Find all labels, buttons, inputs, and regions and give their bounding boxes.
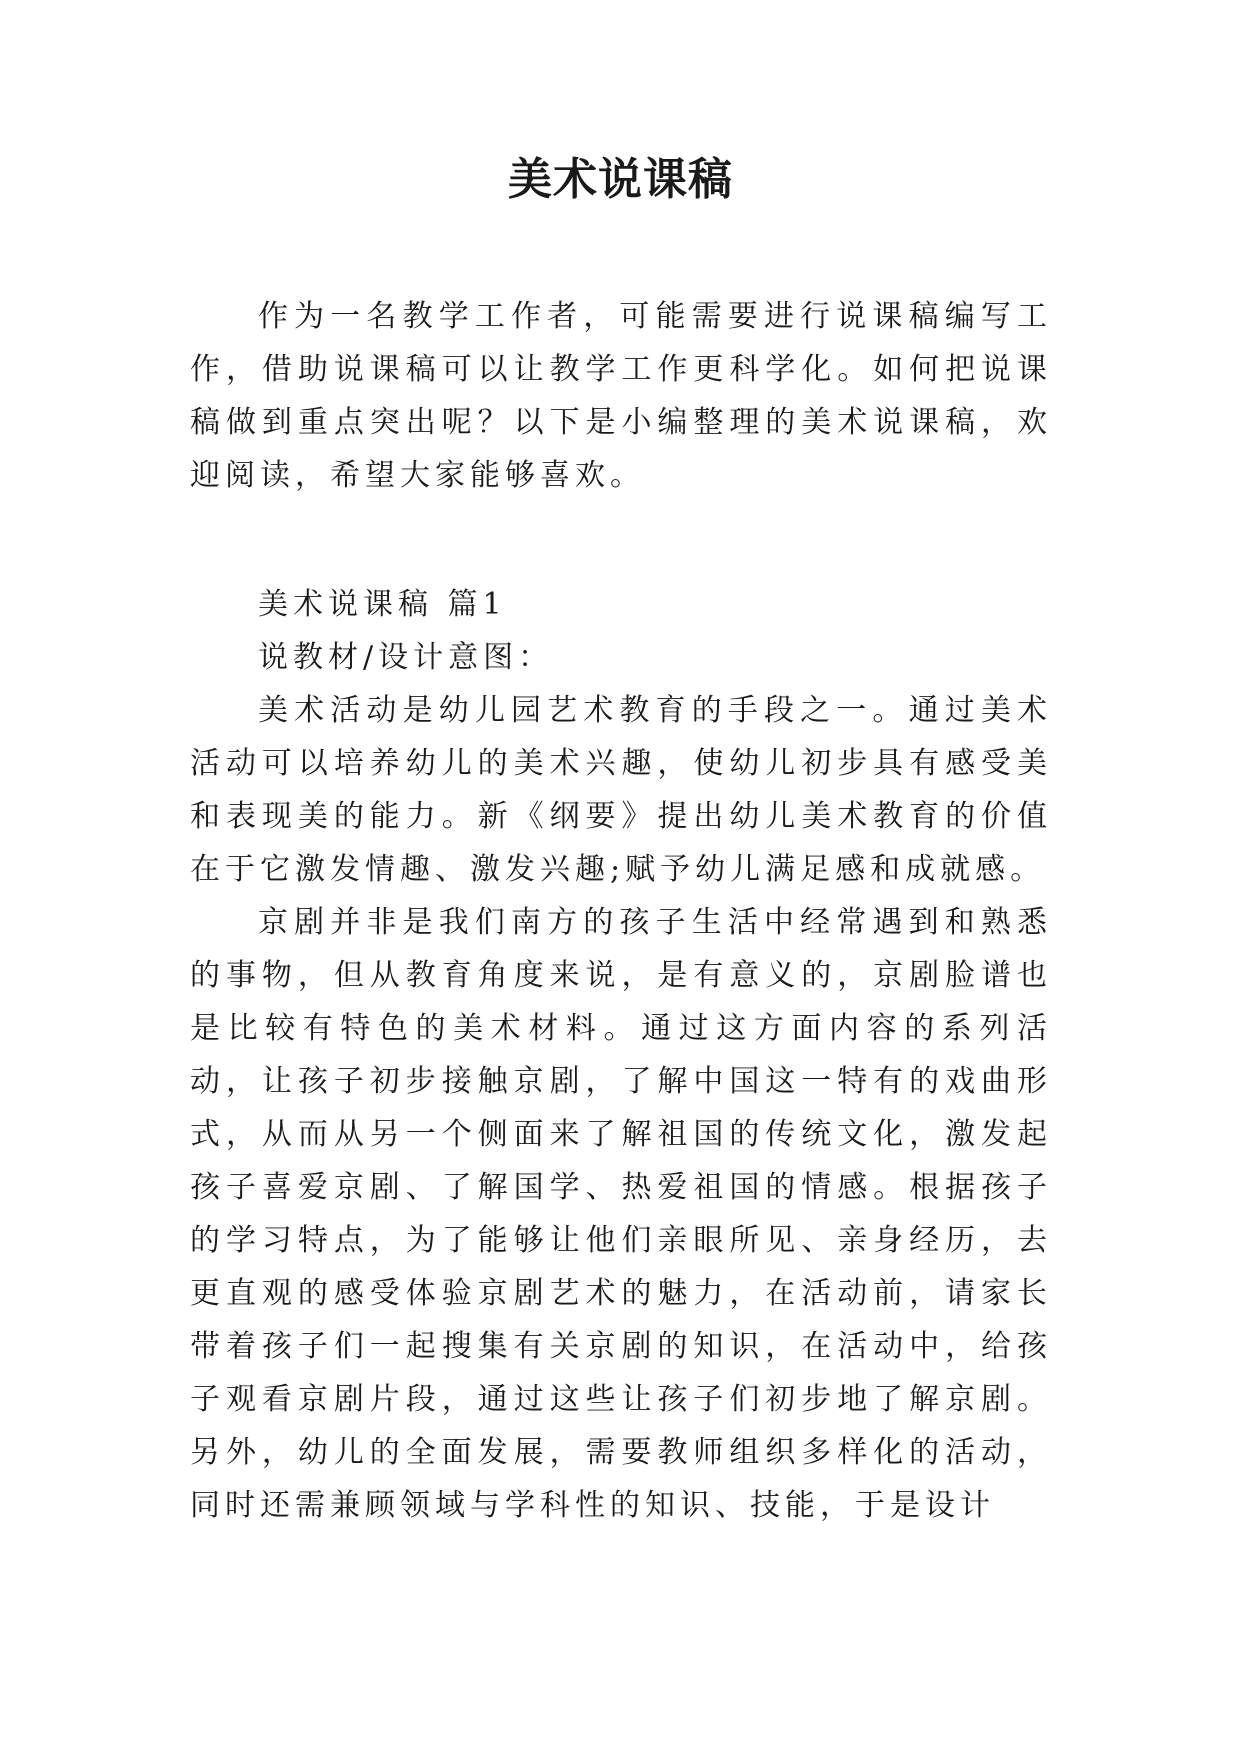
section-heading: 美术说课稿 篇1 [258,587,507,622]
document-title: 美术说课稿 [508,154,733,205]
intro-paragraph: 作为一名教学工作者，可能需要进行说课稿编写工作，借助说课稿可以让教学工作更科学化。如何把说课稿做到重点突出呢？以下是小编整理的美术说课稿，欢迎阅读，希望大家能够喜欢。 [190,299,1052,493]
subheading: 说教材/设计意图： [258,640,554,675]
intro-section [190,290,1052,502]
body-paragraph-1: 美术活动是幼儿园艺术教育的手段之一。通过美术活动可以培养幼儿的美术兴趣，使幼儿初步具有感受美和表现美的能力。新《纲要》提出幼儿美术教育的价值在于它激发情趣、激发兴趣;赋予幼儿满足感和成就感。 [190,693,1052,887]
body-section [190,578,1052,1532]
body-paragraph-2: 京剧并非是我们南方的孩子生活中经常遇到和熟悉的事物，但从教育角度来说，是有意义的，京剧脸谱也是比较有特色的美术材料。通过这方面内容的系列活动，让孩子初步接触京剧，了解中国这一特有的戏曲形式，从而从另一个侧面来了解祖国的传统文化，激发起孩子喜爱京剧、了解国学、热爱祖国的情感。根据孩子的学习特点，为了能够让他们亲眼所见、亲身经历，去更直观的感受体验京剧艺术的魅力，在活动前，请家长带着孩子们一起搜集有关京剧的知识，在活动中，给孩子观看京剧片段，通过这些让孩子们初步地了解京剧。另外，幼儿的全面发展，需要教师组织多样化的活动，同时还需兼顾领域与学科性的知识、技能，于是设计 [190,905,1052,1523]
